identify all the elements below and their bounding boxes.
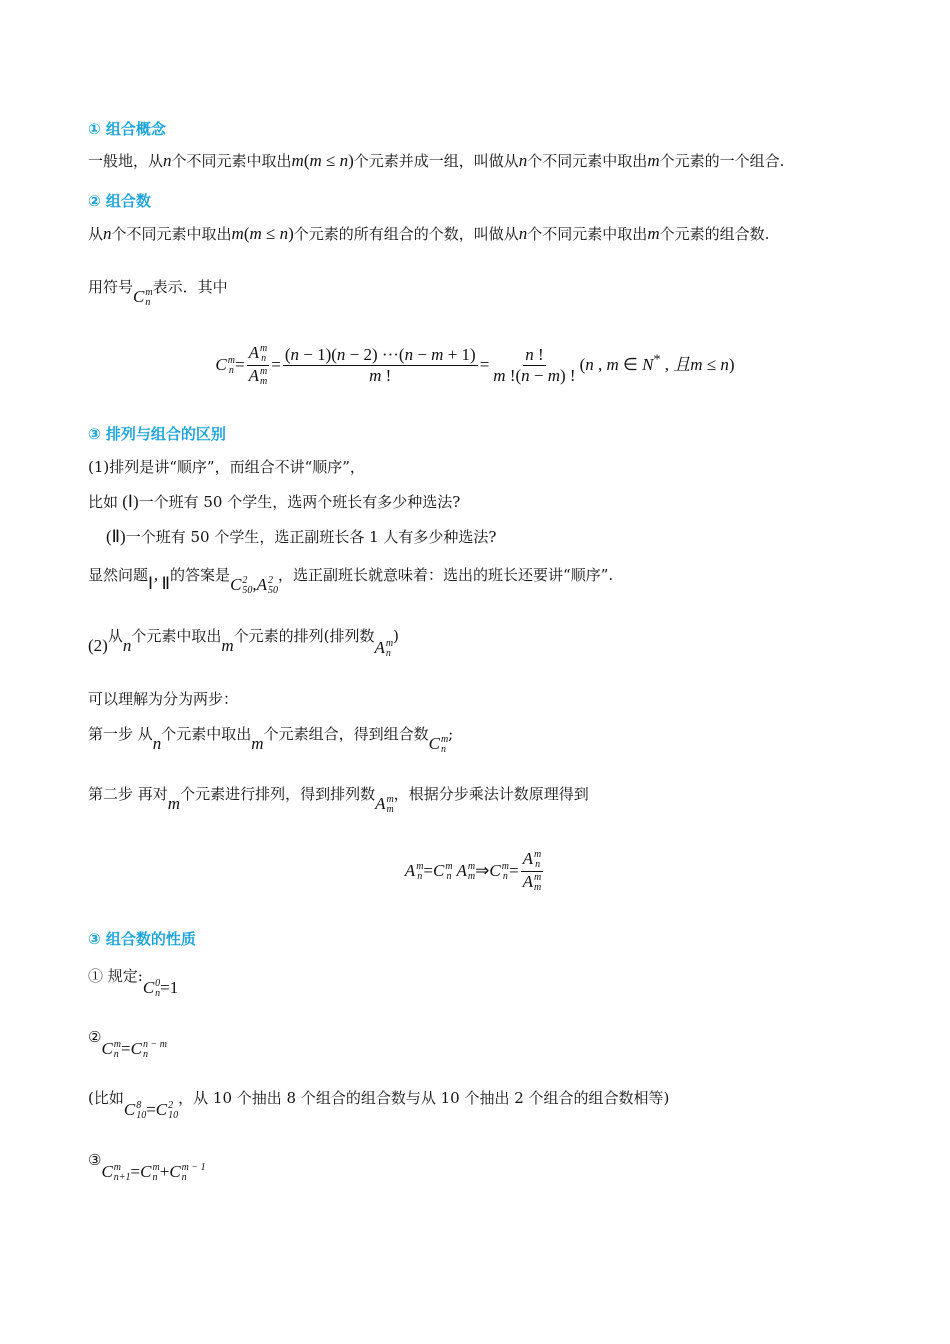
paragraph-symbol: 用符号C m n 表示．其中 (88, 278, 228, 308)
line-permutation-steps: (2)从n个元素中取出m个元素的排列(排列数A m n ) (88, 627, 399, 659)
heading-combination-number: ② 组合数 (88, 192, 151, 210)
line-answer: 显然问题Ⅰ’ Ⅱ的答案是C 2 50 ,A 2 50 ，选正副班长就意味着：选出的班长还要讲“顺序”. (88, 566, 614, 596)
heading-combination-concept: ① 组合概念 (88, 120, 166, 138)
line-order: (1)排列是讲“顺序”，而组合不讲“顺序”， (88, 458, 365, 476)
property-2: ②C m n =C n − m n (88, 1028, 167, 1061)
product-formula: A m n =C m n A m m ⇒C m n = A m n A m m (404, 849, 542, 894)
property-2-example: (比如C 8 10 =C 2 10 ，从 10 个抽出 8 个组合的组合数与从 10 个抽出 2 个组合的组合数相等) (88, 1089, 670, 1122)
paragraph-combination-number: 从n个不同元素中取出m(m ≤ n)个元素的所有组合的个数，叫做从n个不同元素中取出m个元素的组合数. (88, 224, 770, 243)
line-step-one: 第一步 从n个元素中取出m个元素组合，得到组合数C m n ; (88, 725, 454, 755)
paragraph-definition: 一般地，从n个不同元素中取出m(m ≤ n)个元素并成一组，叫做从n个不同元素中取出m个元素的一个组合. (88, 151, 785, 170)
line-step-two: 第二步 再对m个元素进行排列，得到排列数A m m ，根据分步乘法计数原理得到 (88, 785, 589, 815)
line-example-1: 比如 (Ⅰ)一个班有 50 个学生，选两个班长有多少种选法? (88, 492, 461, 511)
heading-combination-properties: ③ 组合数的性质 (88, 930, 196, 948)
heading-permutation-vs-combination: ③ 排列与组合的区别 (88, 425, 226, 443)
property-3: ③C m n+1 =C m n +C m − 1 n (88, 1151, 206, 1184)
line-two-steps: 可以理解为分为两步： (88, 690, 239, 708)
combination-formula: C m n = A m n A m m = $\frac{(n - 1)(n - 2) \cdot\cdot\cdot(n - m + 1)}{m !}$ = $\frac{n !}{m !(n - m) !}$ (n , m ∈ N* , 且m ≤ n) (215, 343, 735, 388)
property-1: ① 规定:C 0 n =1 (88, 967, 179, 1000)
line-example-2: (Ⅱ)一个班有 50 个学生，选正副班长各 1 人有多少种选法? (106, 527, 497, 546)
